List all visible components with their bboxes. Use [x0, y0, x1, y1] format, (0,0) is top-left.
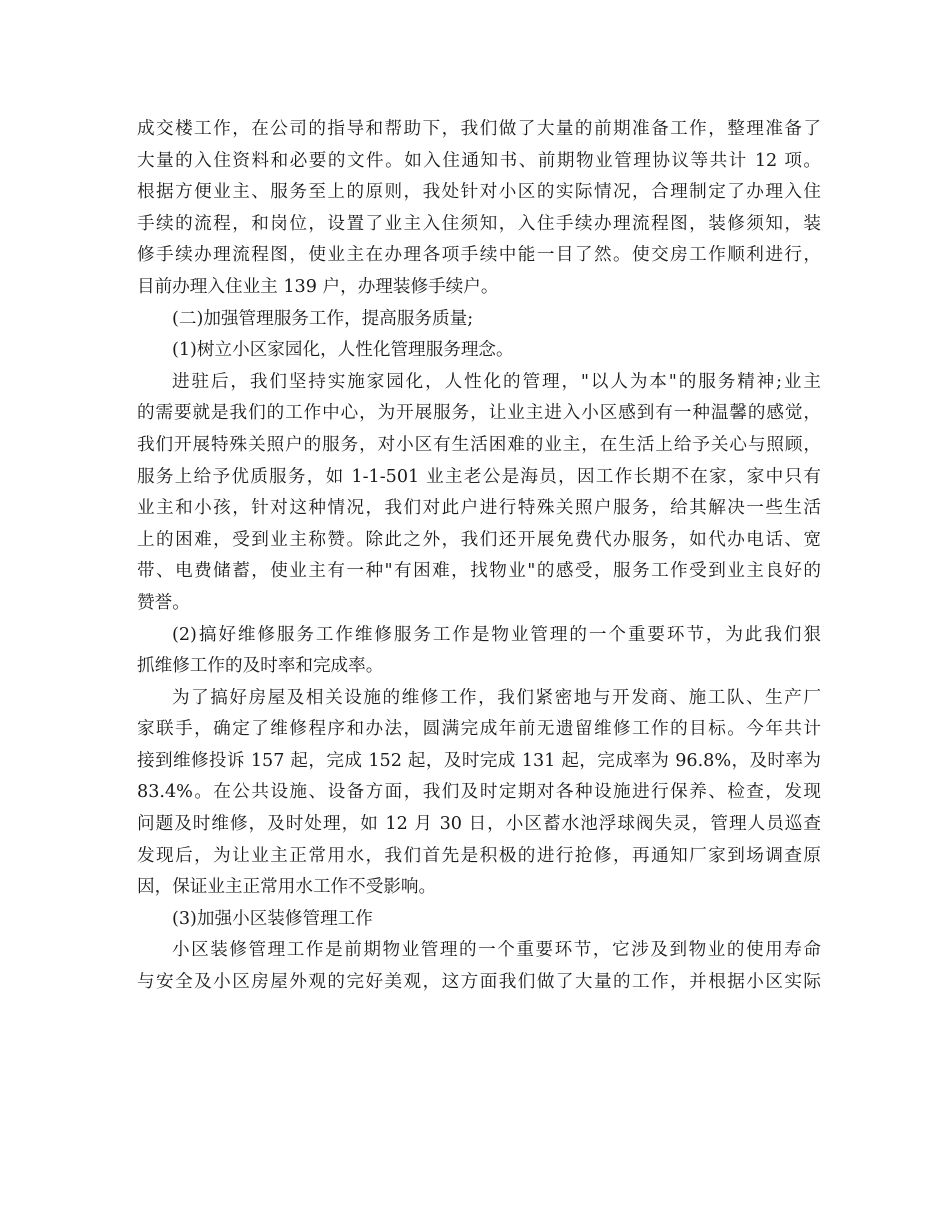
text-line: 接到维修投诉 157 起，完成 152 起，及时完成 131 起，完成率为 96.8%，及时率为	[137, 750, 821, 771]
text-line: 的需要就是我们的工作中心，为开展服务，让业主进入小区感到有一种温馨的感觉，	[137, 403, 821, 424]
text-line: 问题及时维修，及时处理，如 12 月 30 日，小区蓄水池浮球阀失灵，管理人员巡查	[137, 814, 821, 835]
subsection-heading: (1)树立小区家园化，人性化管理服务理念。	[172, 340, 514, 361]
text-line: 修手续办理流程图，使业主在办理各项手续中能一目了然。使交房工作顺利进行，	[137, 245, 821, 266]
section-heading: (二)加强管理服务工作，提高服务质量;	[172, 308, 474, 329]
text-line: 根据方便业主、服务至上的原则，我处针对小区的实际情况，合理制定了办理入住	[137, 182, 821, 203]
text-line: 手续的流程，和岗位，设置了业主入住须知，入住手续办理流程图，装修须知，装	[137, 213, 821, 234]
text-line: 发现后，为让业主正常用水，我们首先是积极的进行抢修，再通知厂家到场调查原	[137, 845, 821, 866]
text-line: 83.4%。在公共设施、设备方面，我们及时定期对各种设施进行保养、检查，发现	[137, 782, 821, 803]
text-line: 成交楼工作，在公司的指导和帮助下，我们做了大量的前期准备工作，整理准备了	[137, 119, 821, 139]
text-line: 为了搞好房屋及相关设施的维修工作，我们紧密地与开发商、施工队、生产厂	[172, 687, 821, 708]
subsection-heading: (3)加强小区装修管理工作	[172, 908, 373, 929]
text-line: 进驻后，我们坚持实施家园化，人性化的管理，"以人为本"的服务精神;业主	[172, 371, 821, 392]
text-line: 带、电费储蓄，使业主有一种"有困难，找物业"的感受，服务工作受到业主良好的	[137, 561, 821, 582]
text-line: 小区装修管理工作是前期物业管理的一个重要环节，它涉及到物业的使用寿命	[172, 940, 821, 961]
text-line: 目前办理入住业主 139 户，办理装修手续户。	[137, 276, 499, 297]
text-line: 我们开展特殊关照户的服务，对小区有生活困难的业主，在生活上给予关心与照顾，	[137, 434, 821, 455]
text-line: 业主和小孩，针对这种情况，我们对此户进行特殊关照户服务，给其解决一些生活	[137, 498, 821, 519]
text-line: 上的困难，受到业主称赞。除此之外，我们还开展免费代办服务，如代办电话、宽	[137, 529, 821, 550]
text-line: 服务上给予优质服务，如 1-1-501 业主老公是海员，因工作长期不在家，家中只有	[137, 466, 821, 487]
document-body	[137, 114, 821, 999]
text-line: 赞誉。	[137, 592, 190, 613]
text-line: 大量的入住资料和必要的文件。如入住通知书、前期物业管理协议等共计 12 项。	[137, 150, 821, 171]
text-line: 因，保证业主正常用水工作不受影响。	[137, 877, 437, 898]
text-line: 家联手，确定了维修程序和办法，圆满完成年前无遗留维修工作的目标。今年共计	[137, 719, 821, 740]
text-line: 抓维修工作的及时率和完成率。	[137, 656, 384, 677]
subsection-heading: (2)搞好维修服务工作维修服务工作是物业管理的一个重要环节，为此我们狠	[172, 624, 821, 645]
text-line: 与安全及小区房屋外观的完好美观，这方面我们做了大量的工作，并根据小区实际	[137, 972, 821, 993]
